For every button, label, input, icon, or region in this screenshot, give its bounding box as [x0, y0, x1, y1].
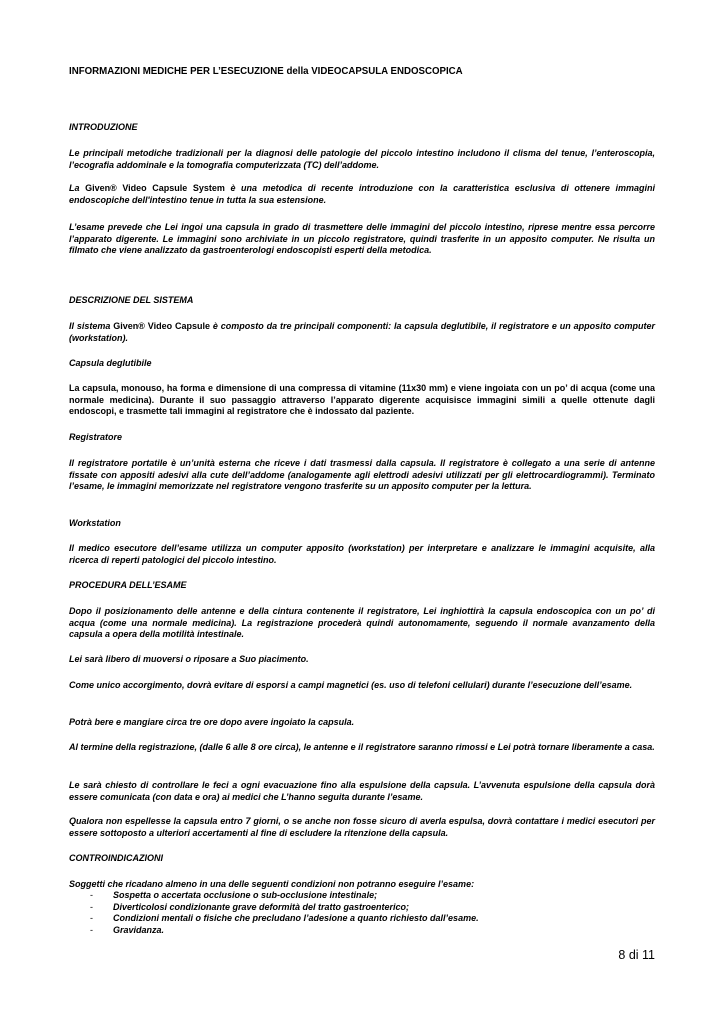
intro-paragraph-2: [69, 183, 655, 206]
list-bullet: -: [90, 890, 93, 900]
intro-paragraph-1: Le principali metodiche tradizionali per la diagnosi delle patologie del piccolo intestino includono il clisma del tenue, l’enteroscopia, l’ecografia addominale e la tomografia computerizzata (TC) dell’addome.: [69, 148, 655, 170]
section-heading-procedura: PROCEDURA DELL’ESAME: [69, 580, 187, 590]
list-item: [69, 925, 655, 937]
document-title: INFORMAZIONI MEDICHE PER L’ESECUZIONE della VIDEOCAPSULA ENDOSCOPICA: [69, 66, 463, 77]
procedura-paragraph: Al termine della registrazione, (dalle 6 alle 8 ore circa), le antenne e il registratore saranno rimossi e Lei potrà tornare liberamente a casa.: [69, 742, 655, 752]
procedura-paragraph: Come unico accorgimento, dovrà evitare di esporsi a campi magnetici (es. uso di telefoni cellulari) durante l’esecuzione dell’esame.: [69, 680, 633, 690]
workstation-paragraph: Il medico esecutore dell’esame utilizza un computer apposito (workstation) per interpretare e analizzare le immagini acquisite, alla ricerca di reperti patologici del piccolo intestino.: [69, 543, 655, 565]
page-number: 8 di 11: [618, 948, 655, 962]
section-heading-controindicazioni: CONTROINDICAZIONI: [69, 853, 163, 863]
procedura-paragraph: Qualora non espellesse la capsula entro 7 giorni, o se anche non fosse sicuro di averla espulsa, dovrà contattare i medici esecutori per essere sottoposto a ulteriori accertamenti al fine di escludere la ritenzione della capsula.: [69, 816, 655, 838]
procedura-paragraph: Dopo il posizionamento delle antenne e della cintura contenente il registratore, Lei inghiottirà la capsula endoscopica con un po’ di acqua (come una normale medicina). La registrazione procederà quindi autonomamente, seguendo il normale avanzamento della capsula a opera della motilità intestinale.: [69, 606, 655, 639]
controindicazioni-intro: Soggetti che ricadano almeno in una delle seguenti condizioni non potranno eseguire l’esame:: [69, 879, 475, 889]
procedura-paragraph: Lei sarà libero di muoversi o riposare a Suo piacimento.: [69, 654, 309, 664]
list-bullet: -: [90, 924, 93, 935]
list-bullet: -: [90, 901, 93, 912]
descrizione-intro-paragraph: [69, 321, 655, 344]
section-heading-introduzione: INTRODUZIONE: [69, 122, 138, 132]
list-item-text: Diverticolosi condizionante grave deformità del tratto gastroenterico;: [113, 901, 410, 912]
intro-paragraph-2-rest: è una metodica di recente introduzione con la caratteristica esclusiva di ottenere immagini endoscopiche dell'intestino tenue in tutta la sua estensione.: [69, 183, 656, 205]
list-item-text: Gravidanza.: [113, 924, 165, 935]
intro-paragraph-3: L’esame prevede che Lei ingoi una capsula in grado di trasmettere delle immagini del piccolo intestino, riprese mentre essa percorre l’apparato digerente. Le immagini sono archiviate in un piccolo registratore, quindi trasferite in un apposito computer. Ne risulta un filmato che viene analizzato da gastroenterologi endoscopisti esperti della metodica.: [69, 222, 655, 255]
list-item-text: Sospetta o accertata occlusione o sub-occlusione intestinale;: [113, 890, 378, 900]
list-bullet: -: [90, 913, 93, 923]
procedura-paragraph: Le sarà chiesto di controllare le feci a ogni evacuazione fino alla espulsione della capsula. L’avvenuta espulsione della capsula dorà essere comunicata (con data e ora) ai medici che L’hanno seguita durante l’esame.: [69, 780, 655, 802]
controindicazioni-list: [69, 890, 655, 936]
procedura-paragraph: Potrà bere e mangiare circa tre ore dopo avere ingoiato la capsula.: [69, 717, 355, 727]
product-name: Given® Video Capsule: [113, 321, 210, 331]
capsula-paragraph: La capsula, monouso, ha forma e dimensione di una compressa di vitamine (11x30 mm) e viene ingoiata con un po’ di acqua (come una normale medicina). Durante il suo passaggio attraverso l’apparato digerente acquisisce immagini simili a quelle ottenute dagli endoscopi, e trasmette tali immagini al registratore che è indossato dal paziente.: [69, 383, 655, 416]
subheading-workstation: Workstation: [69, 518, 121, 528]
list-item: [69, 913, 655, 925]
section-heading-descrizione: DESCRIZIONE DEL SISTEMA: [69, 295, 194, 305]
descrizione-intro-rest: è composto da tre principali componenti: la capsula deglutibile, il registratore e un apposito computer (workstation).: [69, 321, 655, 343]
list-item-text: Condizioni mentali o fisiche che precludano l’adesione a quanto richiesto dall’esame.: [113, 913, 479, 923]
registratore-paragraph: Il registratore portatile è un’unità esterna che riceve i dati trasmessi dalla capsula. Il registratore è collegato a una serie di antenne fissate con appositi adesivi alla cute dell’addome (analogamente agli elettrodi adesivi utilizzati per gli elettrocardiogrammi). Terminato l’esame, le immagini memorizzate nel registratore vengono trasferite su un apposito computer per la lettura.: [69, 458, 655, 491]
subheading-capsula: Capsula deglutibile: [69, 358, 152, 368]
descrizione-intro-start: Il sistema: [69, 321, 114, 331]
intro-paragraph-2-start: La: [69, 183, 86, 193]
product-name: Given® Video Capsule System: [85, 183, 225, 193]
list-item: [69, 890, 655, 902]
subheading-registratore: Registratore: [69, 432, 123, 442]
list-item: [69, 902, 655, 914]
